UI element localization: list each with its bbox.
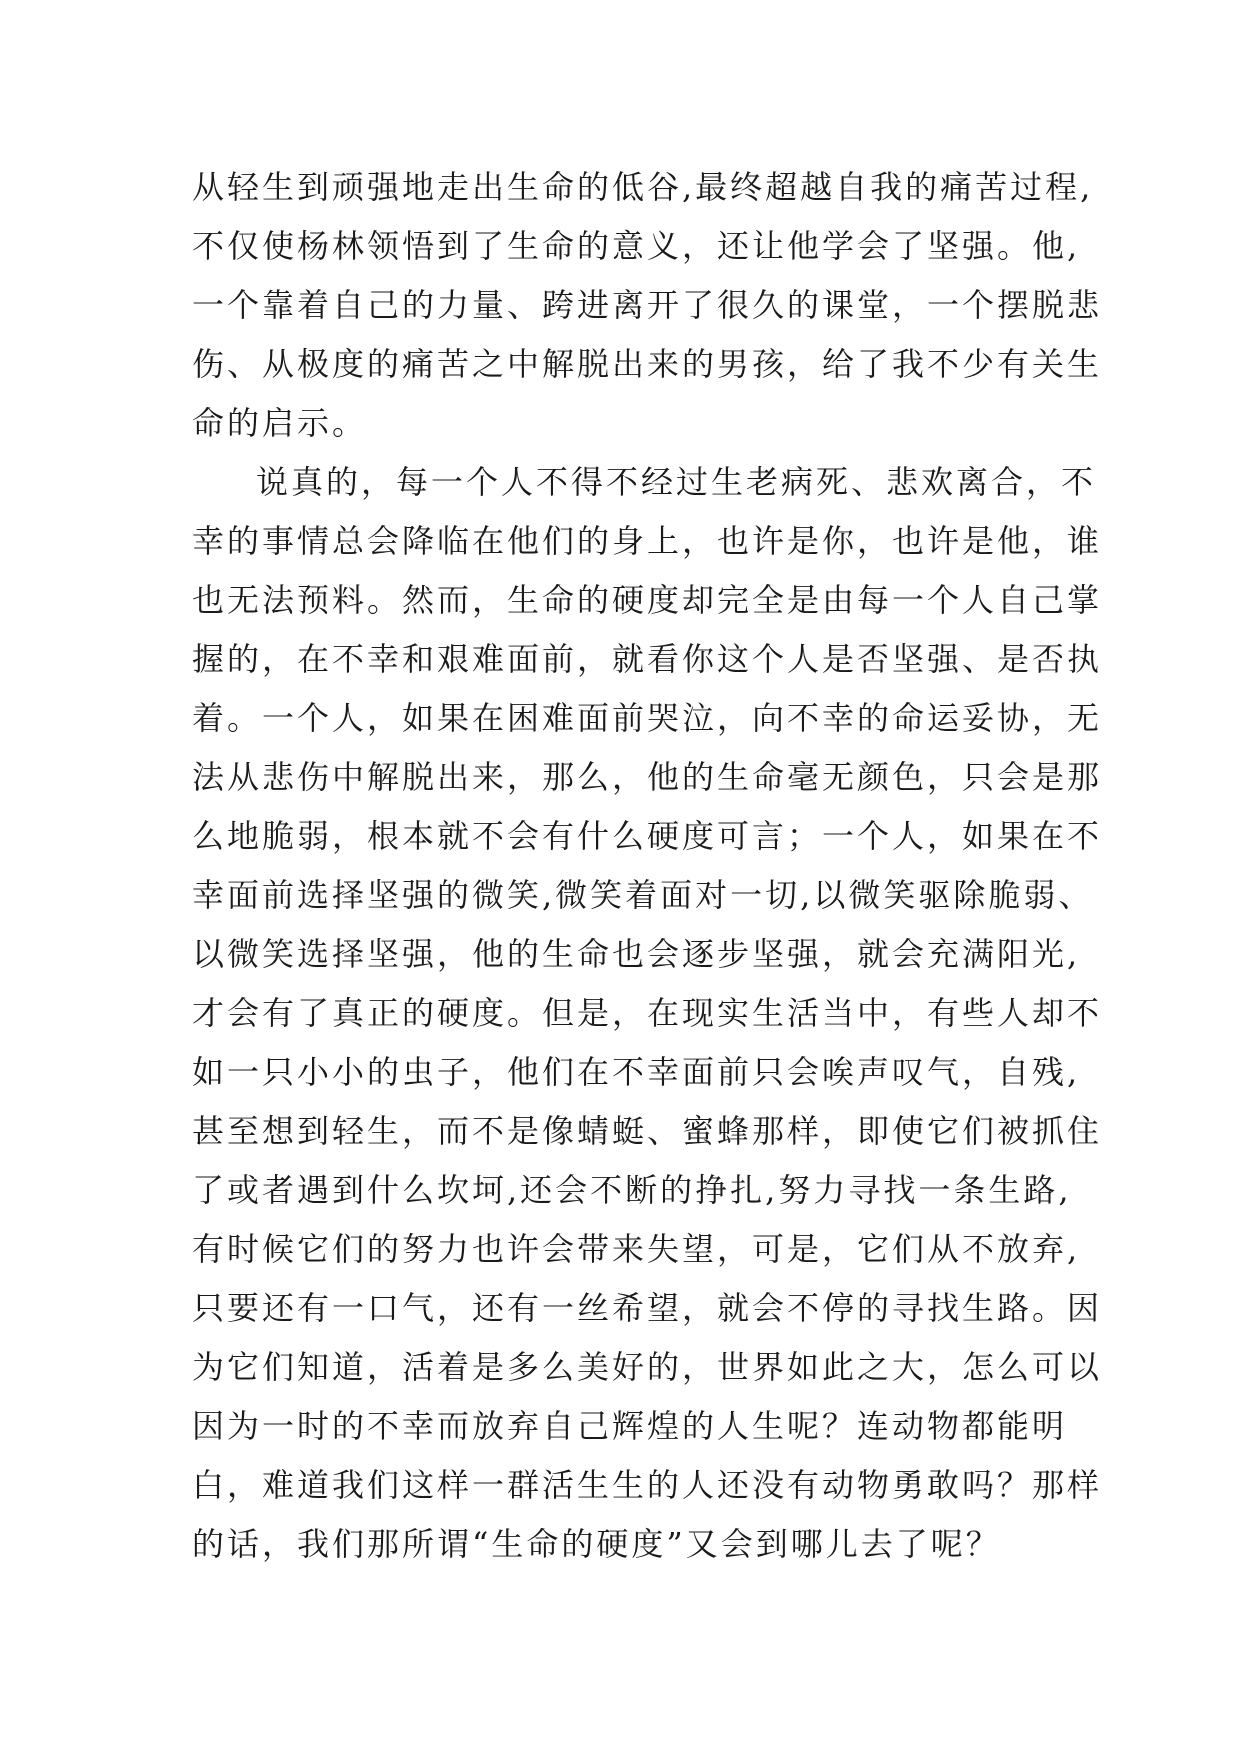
paragraph-line: 因为一时的不幸而放弃自己辉煌的人生呢？连动物都能明 (192, 1407, 1068, 1445)
paragraph-line: 了或者遇到什么坎坷,还会不断的挣扎,努力寻找一条生路, (192, 1171, 1072, 1209)
paragraph-line: 命的启示。 (192, 404, 368, 442)
paragraph-line: 白，难道我们这样一群活生生的人还没有动物勇敢吗？那样 (192, 1466, 1103, 1504)
paragraph-line: 法从悲伤中解脱出来，那么，他的生命毫无颜色，只会是那 (192, 758, 1103, 796)
paragraph-line: 握的，在不幸和艰难面前，就看你这个人是否坚强、是否执 (192, 640, 1103, 678)
paragraph-line: 甚至想到轻生，而不是像蜻蜓、蜜蜂那样，即使它们被抓住 (192, 1112, 1103, 1150)
paragraph-line: 以微笑选择坚强，他的生命也会逐步坚强，就会充满阳光, (192, 935, 1081, 973)
paragraph-1 (192, 158, 1103, 453)
paragraph-line: 不仅使杨林领悟到了生命的意义，还让他学会了坚强。他, (192, 227, 1081, 265)
paragraph-2 (192, 453, 1103, 1574)
paragraph-line: 的话，我们那所谓“生命的硬度”又会到哪儿去了呢？ (192, 1525, 1001, 1563)
document-body (192, 158, 1103, 1574)
paragraph-line: 幸面前选择坚强的微笑,微笑着面对一切,以微笑驱除脆弱、 (192, 876, 1094, 914)
paragraph-line: 么地脆弱，根本就不会有什么硬度可言；一个人，如果在不 (192, 817, 1103, 855)
paragraph-line: 幸的事情总会降临在他们的身上，也许是你，也许是他，谁 (192, 522, 1103, 560)
paragraph-line: 伤、从极度的痛苦之中解脱出来的男孩，给了我不少有关生 (192, 345, 1103, 383)
paragraph-line: 一个靠着自己的力量、跨进离开了很久的课堂，一个摆脱悲 (192, 286, 1103, 324)
paragraph-line: 也无法预料。然而，生命的硬度却完全是由每一个人自己掌 (192, 581, 1103, 619)
paragraph-line: 才会有了真正的硬度。但是，在现实生活当中，有些人却不 (192, 994, 1103, 1032)
paragraph-line: 如一只小小的虫子，他们在不幸面前只会唉声叹气，自残, (192, 1053, 1081, 1091)
paragraph-line: 只要还有一口气，还有一丝希望，就会不停的寻找生路。因 (192, 1289, 1103, 1327)
paragraph-line: 从轻生到顽强地走出生命的低谷,最终超越自我的痛苦过程, (192, 168, 1094, 206)
paragraph-line: 为它们知道，活着是多么美好的，世界如此之大，怎么可以 (192, 1348, 1103, 1386)
paragraph-line: 有时候它们的努力也许会带来失望，可是，它们从不放弃, (192, 1230, 1081, 1268)
paragraph-line: 着。一个人，如果在困难面前哭泣，向不幸的命运妥协，无 (192, 699, 1103, 737)
paragraph-line: 说真的，每一个人不得不经过生老病死、悲欢离合，不 (256, 463, 1097, 501)
